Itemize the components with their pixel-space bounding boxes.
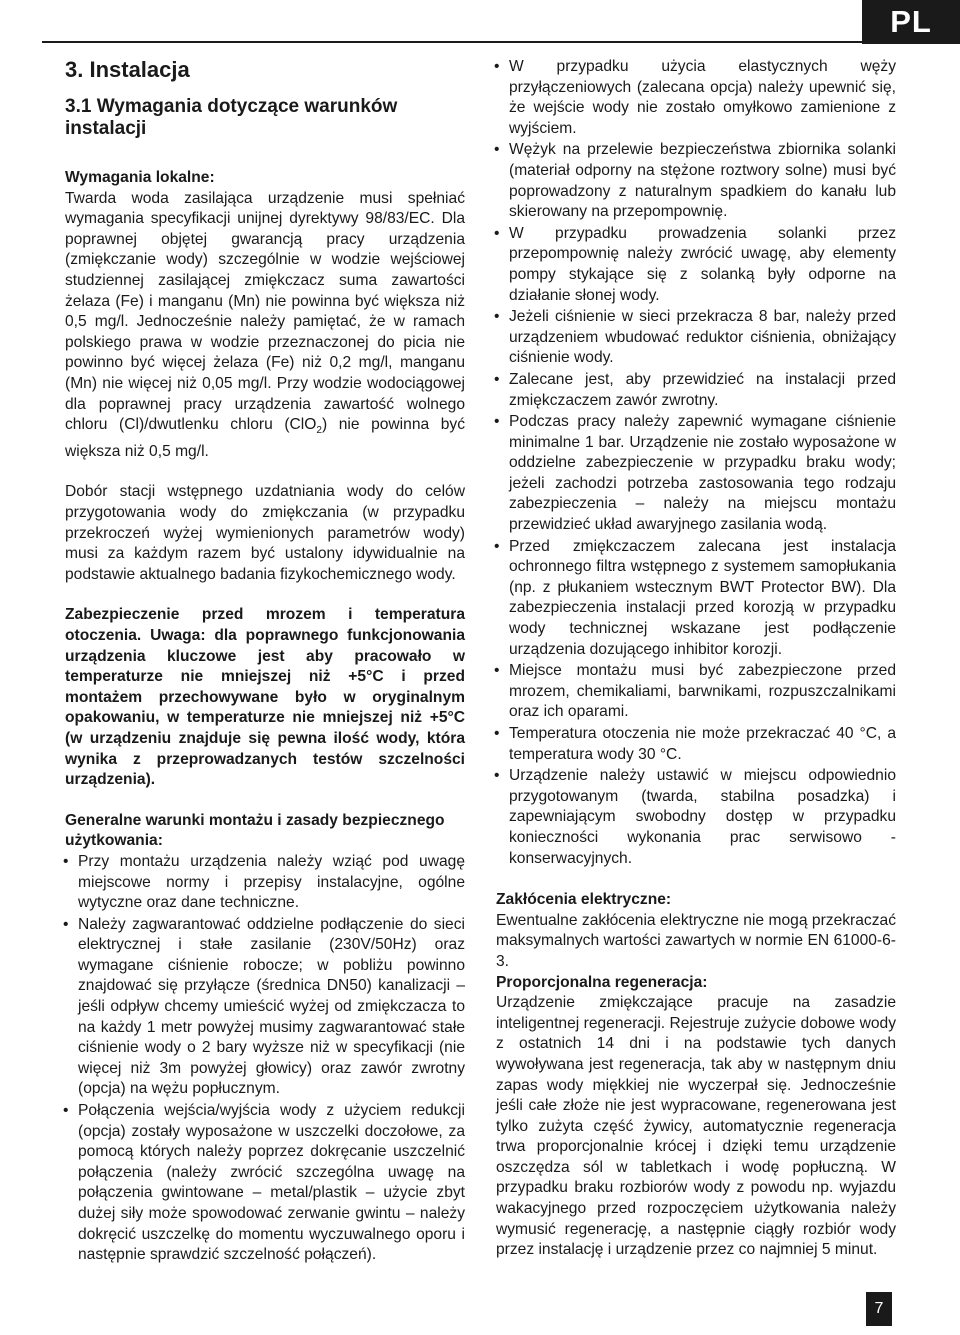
- page-number: 7: [866, 1292, 892, 1326]
- list-item: • Przy montażu urządzenia należy wziąć pod uwagę miejscowe normy i przepisy instalacyjne, ogólne wytyczne oraz dane techniczne.: [65, 852, 465, 914]
- local-requirements-text: Twarda woda zasilająca urządzenie musi spełniać wymagania specyfikacji unijnej dyrektywy 98/83/EC. Dla poprawnej objętej gwarancją pracy urządzenia (zmiękczanie wody) szczególnie w wodzie wejściowej studziennej zasilającej zmiękczacz suma zawartości żelaza (Fe) i manganu (Mn) nie powinna być większa niż 0,5 mg/l. Jednocześnie należy pamiętać, że w ramach polskiego prawa w wodzie przeznaczonej do picia nie powinno być więcej żelaza (Fe) niż 0,2 mg/l, manganu (Mn) nie więcej niż 0,05 mg/l. Przy wodzie wodociągowej dla poprawnej pracy urządzenia zawartość wolnego chloru (Cl)/dwutlenku chloru (ClO$_2$) nie powinna być większa niż 0,5 mg/l.: [65, 189, 466, 460]
- list-item: • Jeżeli ciśnienie w sieci przekracza 8 bar, należy przed urządzeniem wbudować reduktor ciśnienia, obniżający ciśnienie wody.: [496, 307, 896, 369]
- local-requirements-heading: Wymagania lokalne:: [65, 169, 215, 186]
- emc-text: Ewentualne zakłócenia elektryczne nie mogą przekraczać maksymalnych wartości zawartych w normie EN 61000-6-3.: [496, 911, 896, 970]
- subsection-title: 3.1 Wymagania dotyczące warunków instalacji: [65, 96, 398, 139]
- list-item: • Zalecane jest, aby przewidzieć na instalacji przed zmiękczaczem zawór zwrotny.: [496, 370, 896, 411]
- list-item: • Połączenia wejścia/wyjścia wody z użyciem redukcji (opcja) zostały wyposażone w uszczelki doczołowe, za pomocą których należy poprzez dokręcanie uszczelnić połączenia (należy zwrócić szczególna uwagę na połączenia gwintowane – metal/plastik – użycie zbyt dużej siły może spowodować zerwanie gwintu – należy dokręcić uszczelkę do momentu wyczuwalnego oporu i następnie sprawdzić szczelność połączeń).: [65, 1101, 465, 1266]
- list-item: • W przypadku prowadzenia solanki przez przepompownię należy zwrócić uwagę, aby elementy pompy stykające się z solanką były odporne na działanie słonej wody.: [496, 224, 896, 306]
- general-conditions-list: [65, 852, 465, 1266]
- pretreatment-text: Dobór stacji wstępnego uzdatniania wody do celów przygotowania wody do zmiękczania (w przypadku przekroczeń wyżej wymienionych parametrów wody) musi za każdym razem być ustalony idywidualnie na podstawie aktualnego badania fizykochemicznego wody.: [65, 483, 465, 583]
- list-item: • Miejsce montażu musi być zabezpieczone przed mrozem, chemikaliami, barwnikami, rozpuszczalnikami oraz ich oparami.: [496, 661, 896, 723]
- general-conditions-heading: Generalne warunki montażu i zasady bezpiecznego użytkowania:: [65, 811, 445, 850]
- regeneration-heading: Proporcjonalna regeneracja:: [496, 973, 708, 991]
- regeneration-text: Urządzenie zmiękczające pracuje na zasadzie inteligentnej regeneracji. Rejestruje zużycie dobowe wody z ostatnich 14 dni i na podstawie tych danych wywoływana jest regeneracja, tak aby w następnym dniu zapas wody miękkiej nie wyczerpał się. Jednocześnie jeśli całe złoże nie jest wypracowane, regenerowana jest tylko zużyta część żywicy, automatycznie regeneracja trwa proporcjonalnie krócej i dzięki temu urządzenie oszczędza sól w tabletkach i wodę popłuczną. W przypadku braku rozbiorów wody z powodu np. wyjazdu wakacyjnego przed rozpoczęciem użytkowania należy wymusić regenerację, a następnie ciągły rozbiór wody przez instalację i urządzenie przez co najmniej 5 minut.: [496, 994, 896, 1259]
- list-item: • Podczas pracy należy zapewnić wymagane ciśnienie minimalne 1 bar. Urządzenie nie zostało wyposażone w oddzielne zabezpieczenie w przypadku braku wody; jeżeli zachodzi potrzeba zastosowania tego rodzaju zabezpieczenia – należy na miejscu montażu przewidzieć układ awaryjnego zasilania wodą.: [496, 412, 896, 536]
- left-column: [65, 57, 465, 1267]
- right-column: [496, 57, 896, 1261]
- list-item: • Urządzenie należy ustawić w miejscu odpowiednio przygotowanym (twarda, stabilna posadzka) i zapewniającym swobodny dostęp w przypadku konieczności wykonania prac serwisowo - konserwacyjnych.: [496, 766, 896, 869]
- list-item: • Wężyk na przelewie bezpieczeństwa zbiornika solanki (materiał odporny na stężone roztwory solne) musi być poprowadzony z naturalnym spadkiem do kanału lub skierowany na przepompownię.: [496, 140, 896, 222]
- list-item: • W przypadku użycia elastycznych węży przyłączeniowych (zalecana opcja) należy upewnić się, że wejście wody nie zostało omyłkowo zamienione z wyjściem.: [496, 57, 896, 139]
- list-item: • Przed zmiękczaczem zalecana jest instalacja ochronnego filtra wstępnego z systemem samopłukania (np. z płukaniem wstecznym BWT Protector BW). Dla zabezpieczenia instalacji przed korozją w przypadku wody technicznej wskazane jest podłączenie urządzenia dozującego inhibitor korozji.: [496, 537, 896, 661]
- emc-heading: Zakłócenia elektryczne:: [496, 891, 672, 909]
- language-tab: PL: [862, 0, 960, 44]
- frost-protection-block: Zabezpieczenie przed mrozem i temperatura otoczenia. Uwaga: dla poprawnego funkcjonowania urządzenia kluczowe jest aby pracowało w temperaturze nie mniejszej niż +5°C i przed montażem przechowywane było w oryginalnym opakowaniu, w temperaturze nie mniejszej niż +5°C (w urządzeniu znajduje się pewna ilość wody, która wynika z przeprowadzanych testów szczelności urządzenia).: [65, 606, 465, 789]
- section-title: 3. Instalacja: [65, 57, 190, 82]
- list-item: • Temperatura otoczenia nie może przekraczać 40 °C, a temperatura wody 30 °C.: [496, 724, 896, 765]
- installation-list: [496, 57, 896, 869]
- list-item: • Należy zagwarantować oddzielne podłączenie do sieci elektrycznej i stałe zasilanie (230V/50Hz) oraz wymagane ciśnienie robocze; w pobliżu powinno znajdować się przyłącze (średnica DN50) kanalizacji – jeśli odpływ chcemy umieścić wyżej od zmiękczacza to na każdy 1 metr powyżej musimy zagwarantować stałe ciśnienie wody o 2 bary wyższe niż w specyfikacji (nie więcej niż 3m powyżej głowicy) oraz zawór zwrotny (opcja) na wężu popłucznym.: [65, 915, 465, 1100]
- header-rule: [42, 41, 862, 43]
